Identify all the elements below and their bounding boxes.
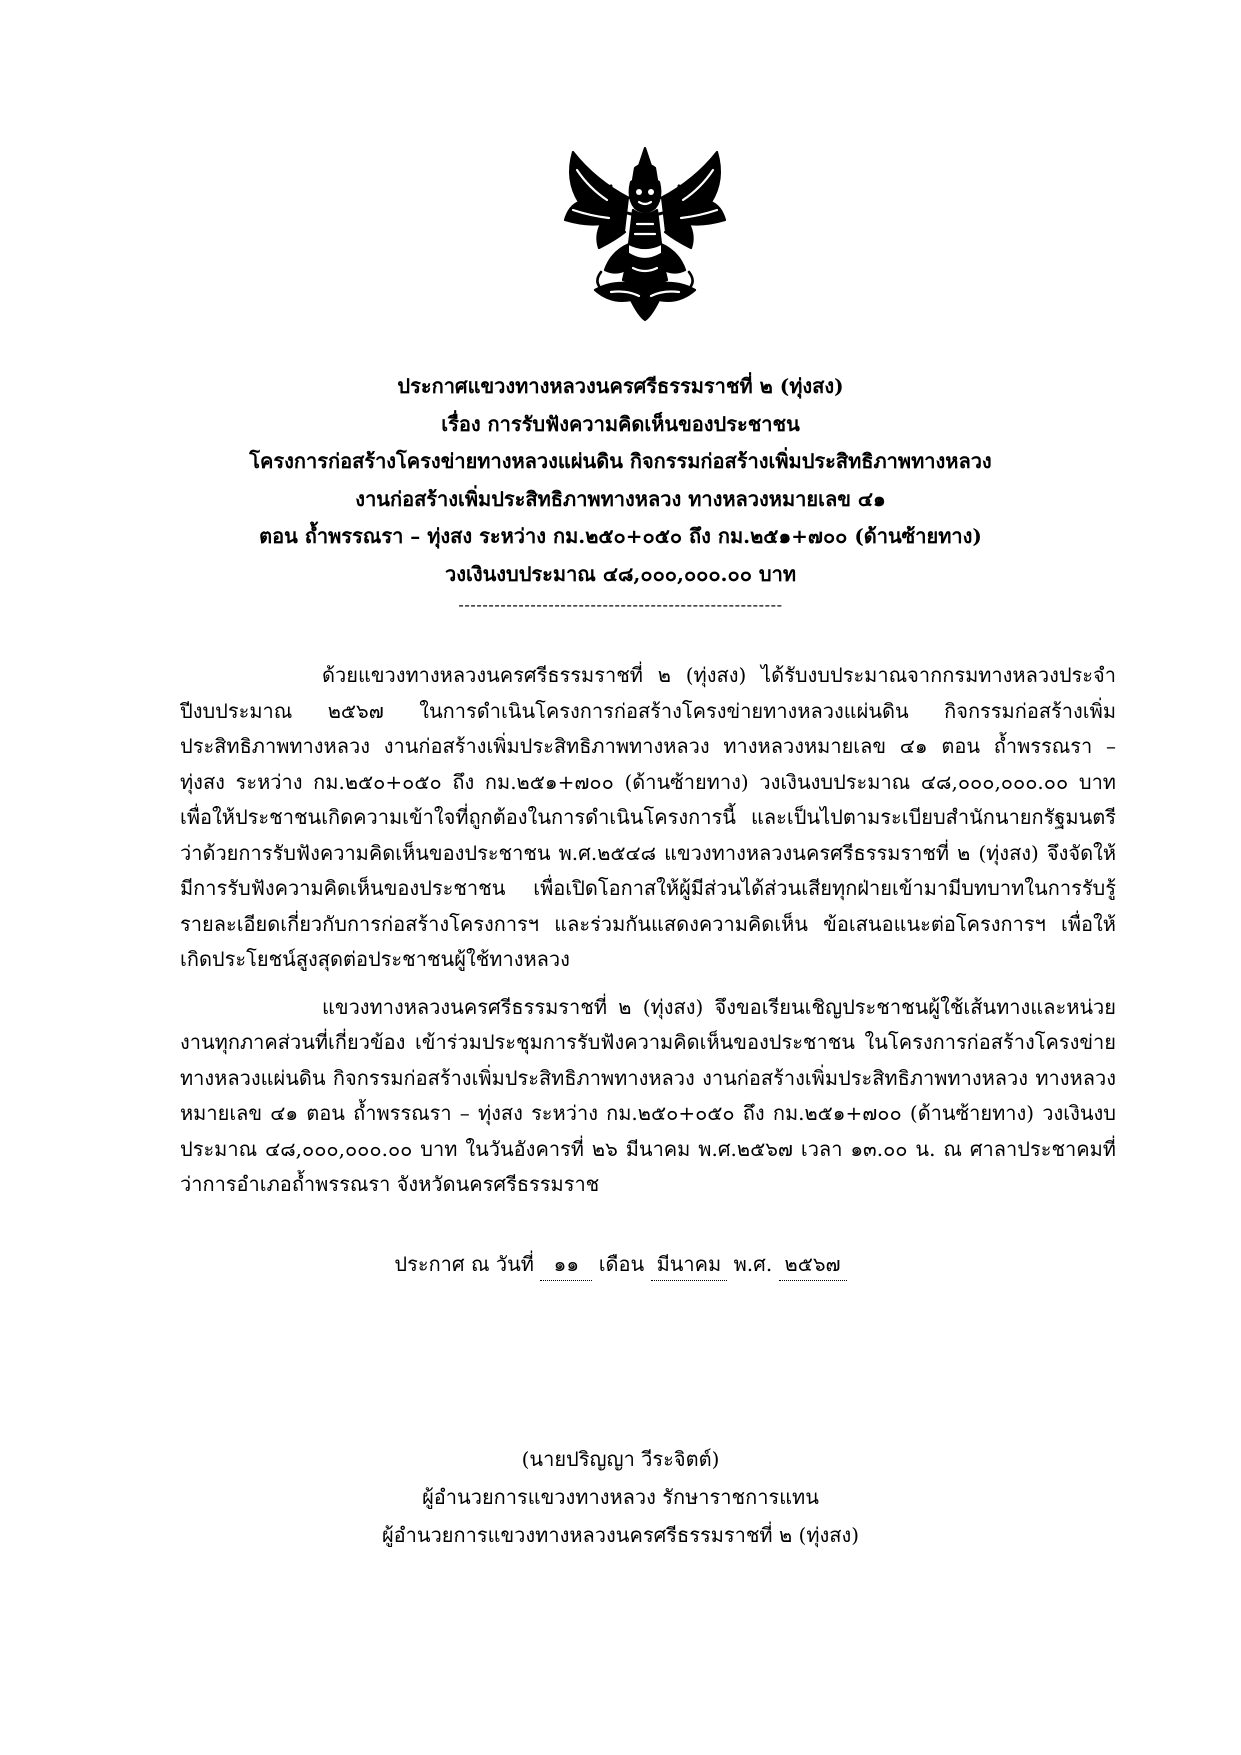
date-month-label: เดือน <box>598 1252 645 1276</box>
date-year-label: พ.ศ. <box>733 1252 773 1276</box>
announcement-body <box>180 658 1116 1203</box>
signature-block <box>150 1440 1091 1554</box>
header-budget: วงเงินงบประมาณ ๔๘,๐๐๐,๐๐๐.๐๐ บาท <box>444 561 797 586</box>
header-section: ตอน ถ้ำพรรณรา – ทุ่งสง ระหว่าง กม.๒๕๐+๐๕๐ ถึง กม.๒๕๑+๗๐๐ (ด้านซ้ายทาง) <box>259 524 982 548</box>
header-work: งานก่อสร้างเพิ่มประสิทธิภาพทางหลวง ทางหลวงหมายเลข ๔๑ <box>355 486 886 511</box>
signatory-position-2: ผู้อำนวยการแขวงทางหลวงนครศรีธรรมราชที่ ๒ (ทุ่งสง) <box>381 1523 860 1547</box>
garuda-emblem-icon <box>555 140 735 325</box>
date-prefix: ประกาศ ณ วันที่ <box>394 1252 534 1276</box>
header-divider: ------------------------------------------------------ <box>458 595 783 614</box>
date-year: ๒๕๖๗ <box>779 1248 847 1281</box>
header-subject: เรื่อง การรับฟังความคิดเห็นของประชาชน <box>441 411 800 436</box>
signatory-name: (นายปริญญา วีระจิตต์) <box>521 1447 720 1471</box>
body-paragraph-2: แขวงทางหลวงนครศรีธรรมราชที่ ๒ (ทุ่งสง) จึงขอเรียนเชิญประชาชนผู้ใช้เส้นทางและหน่วยงานทุกภาคส่วนที่เกี่ยวข้อง เข้าร่วมประชุมการรับฟังความคิดเห็นของประชาชน ในโครงการก่อสร้างโครงข่ายทางหลวงแผ่นดิน กิจกรรมก่อสร้างเพิ่มประสิทธิภาพทางหลวง งานก่อสร้างเพิ่มประสิทธิภาพทางหลวง ทางหลวงหมายเลข ๔๑ ตอน ถ้ำพรรณรา – ทุ่งสง ระหว่าง กม.๒๕๐+๐๕๐ ถึง กม.๒๕๑+๗๐๐ (ด้านซ้ายทาง) วงเงินงบประมาณ ๔๘,๐๐๐,๐๐๐.๐๐ บาท ในวันอังคารที่ ๒๖ มีนาคม พ.ศ.๒๕๖๗ เวลา ๑๓.๐๐ น. ณ ศาลาประชาคมที่ว่าการอำเภอถ้ำพรรณรา จังหวัดนครศรีธรรมราช <box>180 994 1116 1196</box>
header-title: ประกาศแขวงทางหลวงนครศรีธรรมราชที่ ๒ (ทุ่งสง) <box>397 374 844 398</box>
date-month: มีนาคม <box>651 1248 728 1281</box>
body-paragraph-1: ด้วยแขวงทางหลวงนครศรีธรรมราชที่ ๒ (ทุ่งสง) ได้รับงบประมาณจากกรมทางหลวงประจำปีงบประมาณ ๒๕๖๗ ในการดำเนินโครงการก่อสร้างโครงข่ายทางหลวงแผ่นดิน กิจกรรมก่อสร้างเพิ่มประสิทธิภาพทางหลวง งานก่อสร้างเพิ่มประสิทธิภาพทางหลวง ทางหลวงหมายเลข ๔๑ ตอน ถ้ำพรรณรา – ทุ่งสง ระหว่าง กม.๒๕๐+๐๕๐ ถึง กม.๒๕๑+๗๐๐ (ด้านซ้ายทาง) วงเงินงบประมาณ ๔๘,๐๐๐,๐๐๐.๐๐ บาท เพื่อให้ประชาชนเกิดความเข้าใจที่ถูกต้องในการดำเนินโครงการนี้ และเป็นไปตามระเบียบสำนักนายกรัฐมนตรีว่าด้วยการรับฟังความคิดเห็นของประชาชน พ.ศ.๒๕๔๘ แขวงทางหลวงนครศรีธรรมราชที่ ๒ (ทุ่งสง) จึงจัดให้มีการรับฟังความคิดเห็นของประชาชน เพื่อเปิดโอกาสให้ผู้มีส่วนได้ส่วนเสียทุกฝ่ายเข้ามามีบทบาทในการรับรู้รายละเอียดเกี่ยวกับการก่อสร้างโครงการฯ และร่วมกันแสดงความคิดเห็น ข้อเสนอแนะต่อโครงการฯ เพื่อให้เกิดประโยชน์สูงสุดต่อประชาชนผู้ใช้ทางหลวง <box>180 663 1117 971</box>
announcement-date <box>150 1248 1091 1281</box>
signatory-position-1: ผู้อำนวยการแขวงทางหลวง รักษาราชการแทน <box>422 1485 819 1509</box>
announcement-header <box>150 368 1091 593</box>
header-project: โครงการก่อสร้างโครงข่ายทางหลวงแผ่นดิน กิจกรรมก่อสร้างเพิ่มประสิทธิภาพทางหลวง <box>249 449 992 473</box>
date-day: ๑๑ <box>540 1248 592 1281</box>
